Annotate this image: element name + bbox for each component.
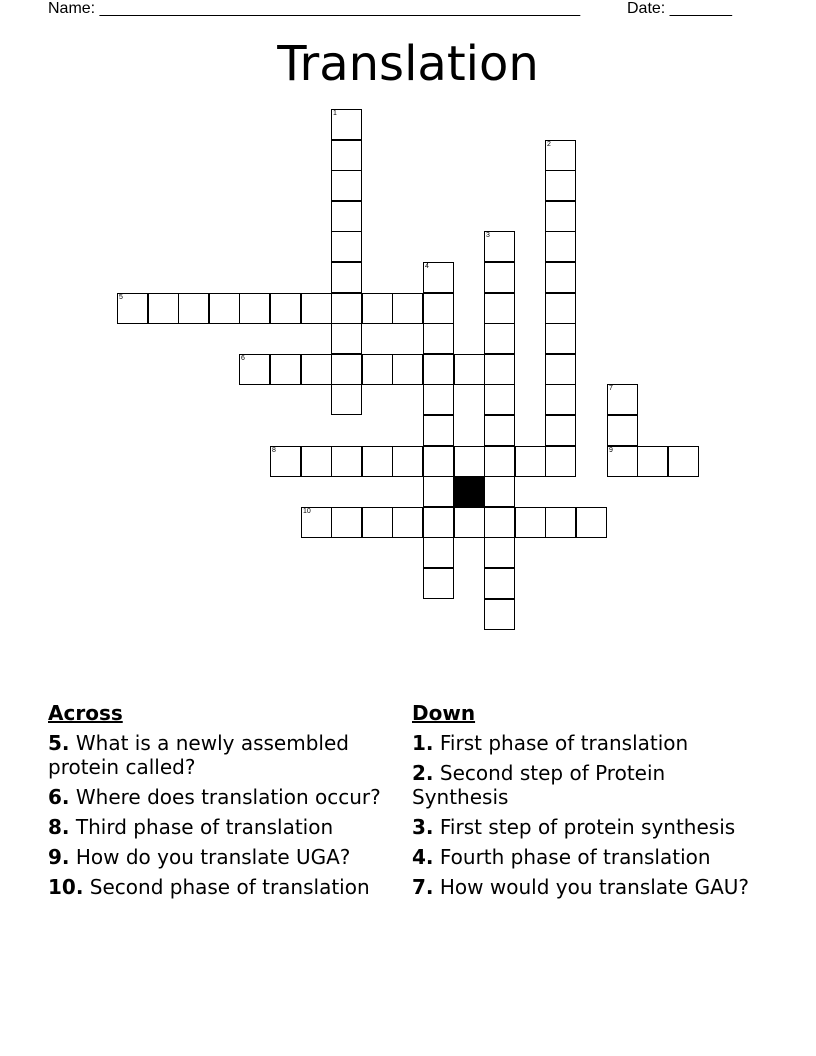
grid-cell[interactable] (545, 446, 576, 477)
clue-text: First phase of translation (439, 731, 689, 755)
grid-cell[interactable] (423, 415, 454, 446)
grid-cell[interactable] (545, 231, 576, 262)
grid-cell[interactable] (545, 170, 576, 201)
grid-cell[interactable] (270, 354, 301, 385)
clue-text: Third phase of translation (75, 815, 334, 839)
grid-cell[interactable] (331, 354, 362, 385)
grid-cell[interactable] (331, 140, 362, 171)
clue-number: 9. (48, 845, 70, 869)
grid-cell[interactable] (331, 170, 362, 201)
grid-cell[interactable] (331, 231, 362, 262)
cell-number: 7 (609, 385, 613, 392)
clue-number: 5. (48, 731, 70, 755)
grid-cell[interactable] (607, 415, 638, 446)
grid-cell[interactable] (515, 446, 546, 477)
clue-across-8 (48, 815, 388, 839)
grid-cell[interactable] (209, 293, 240, 324)
grid-cell[interactable] (392, 507, 423, 538)
grid-cell[interactable] (484, 568, 515, 599)
grid-cell[interactable] (576, 507, 607, 538)
grid-cell[interactable] (301, 507, 332, 538)
clue-number: 3. (412, 815, 434, 839)
clue-across-6 (48, 785, 388, 809)
name-field-line: Name: ______________________________________________________ (48, 0, 581, 17)
cell-number: 8 (272, 447, 276, 454)
grid-cell[interactable] (331, 446, 362, 477)
cell-number: 1 (333, 110, 337, 117)
clue-number: 10. (48, 875, 84, 899)
clue-text: Second phase of translation (89, 875, 370, 899)
clue-across-5 (48, 731, 388, 779)
grid-cell[interactable] (545, 201, 576, 232)
clue-text: Second step of Protein Synthesis (412, 761, 666, 809)
grid-cell[interactable] (545, 293, 576, 324)
grid-cell[interactable] (301, 354, 332, 385)
clue-down-3 (412, 815, 752, 839)
grid-cell[interactable] (515, 507, 546, 538)
grid-cell[interactable] (392, 446, 423, 477)
cell-number: 3 (486, 232, 490, 239)
clue-text: First step of protein synthesis (439, 815, 736, 839)
grid-cell[interactable] (423, 537, 454, 568)
grid-cell[interactable] (454, 507, 485, 538)
cell-number: 6 (241, 355, 245, 362)
grid-cell[interactable] (331, 293, 362, 324)
clue-number: 1. (412, 731, 434, 755)
grid-cell[interactable] (545, 354, 576, 385)
grid-cell[interactable] (331, 262, 362, 293)
grid-cell[interactable] (545, 507, 576, 538)
grid-cell[interactable] (484, 537, 515, 568)
grid-cell[interactable] (331, 507, 362, 538)
grid-cell[interactable] (423, 446, 454, 477)
grid-cell[interactable] (270, 293, 301, 324)
clue-down-7 (412, 875, 752, 899)
clue-text: What is a newly assembled protein called? (48, 731, 349, 779)
clue-text: Where does translation occur? (75, 785, 381, 809)
grid-cell[interactable] (607, 384, 638, 415)
grid-cell[interactable] (484, 323, 515, 354)
grid-cell[interactable] (545, 140, 576, 171)
grid-cell[interactable] (423, 568, 454, 599)
grid-cell[interactable] (668, 446, 699, 477)
grid-cell[interactable] (484, 293, 515, 324)
grid-cell[interactable] (270, 446, 301, 477)
grid-cell[interactable] (331, 384, 362, 415)
clue-across-10 (48, 875, 388, 899)
grid-cell[interactable] (423, 384, 454, 415)
clue-down-4 (412, 845, 752, 869)
grid-cell[interactable] (454, 354, 485, 385)
grid-cell[interactable] (545, 384, 576, 415)
grid-cell[interactable] (178, 293, 209, 324)
page-title: Translation (277, 36, 539, 92)
grid-cell[interactable] (362, 354, 393, 385)
clue-text: Fourth phase of translation (439, 845, 711, 869)
clue-across-9 (48, 845, 388, 869)
grid-cell[interactable] (484, 262, 515, 293)
grid-cell[interactable] (362, 293, 393, 324)
cell-number: 4 (425, 263, 429, 270)
cell-number: 9 (609, 447, 613, 454)
down-heading: Down (412, 701, 476, 725)
grid-cell[interactable] (545, 415, 576, 446)
cell-number: 10 (303, 508, 311, 515)
clue-number: 2. (412, 761, 434, 785)
grid-cell[interactable] (392, 354, 423, 385)
grid-cell[interactable] (637, 446, 668, 477)
grid-cell[interactable] (423, 476, 454, 507)
grid-cell[interactable] (484, 599, 515, 630)
grid-cell[interactable] (423, 354, 454, 385)
grid-cell[interactable] (545, 323, 576, 354)
clue-number: 7. (412, 875, 434, 899)
grid-cell[interactable] (484, 231, 515, 262)
grid-cell[interactable] (362, 507, 393, 538)
clue-number: 4. (412, 845, 434, 869)
grid-cell[interactable] (484, 476, 515, 507)
across-heading: Across (48, 701, 123, 725)
grid-cell[interactable] (392, 293, 423, 324)
grid-cell[interactable] (239, 354, 270, 385)
grid-cell[interactable] (484, 415, 515, 446)
grid-cell[interactable] (331, 201, 362, 232)
cell-number: 5 (119, 294, 123, 301)
grid-cell[interactable] (484, 446, 515, 477)
clue-down-1 (412, 731, 752, 755)
clue-text: How do you translate UGA? (75, 845, 351, 869)
grid-cell[interactable] (423, 323, 454, 354)
grid-cell[interactable] (484, 384, 515, 415)
clue-number: 6. (48, 785, 70, 809)
grid-cell[interactable] (423, 293, 454, 324)
grid-cell[interactable] (331, 109, 362, 140)
grid-cell[interactable] (331, 323, 362, 354)
grid-cell[interactable] (454, 446, 485, 477)
grid-cell[interactable] (545, 262, 576, 293)
grid-cell[interactable] (423, 262, 454, 293)
grid-cell[interactable] (148, 293, 179, 324)
grid-cell[interactable] (239, 293, 270, 324)
grid-cell[interactable] (607, 446, 638, 477)
clue-text: How would you translate GAU? (439, 875, 750, 899)
clue-number: 8. (48, 815, 70, 839)
grid-cell[interactable] (484, 354, 515, 385)
grid-cell[interactable] (117, 293, 148, 324)
grid-cell[interactable] (362, 446, 393, 477)
grid-cell[interactable] (484, 507, 515, 538)
cell-number: 2 (547, 141, 551, 148)
date-field-line: Date: _______ (627, 0, 732, 17)
across-clues (48, 701, 388, 905)
grid-blocked-cell (454, 476, 485, 507)
grid-cell[interactable] (301, 446, 332, 477)
grid-cell[interactable] (301, 293, 332, 324)
clue-down-2 (412, 761, 752, 809)
down-clues (412, 701, 752, 905)
grid-cell[interactable] (423, 507, 454, 538)
